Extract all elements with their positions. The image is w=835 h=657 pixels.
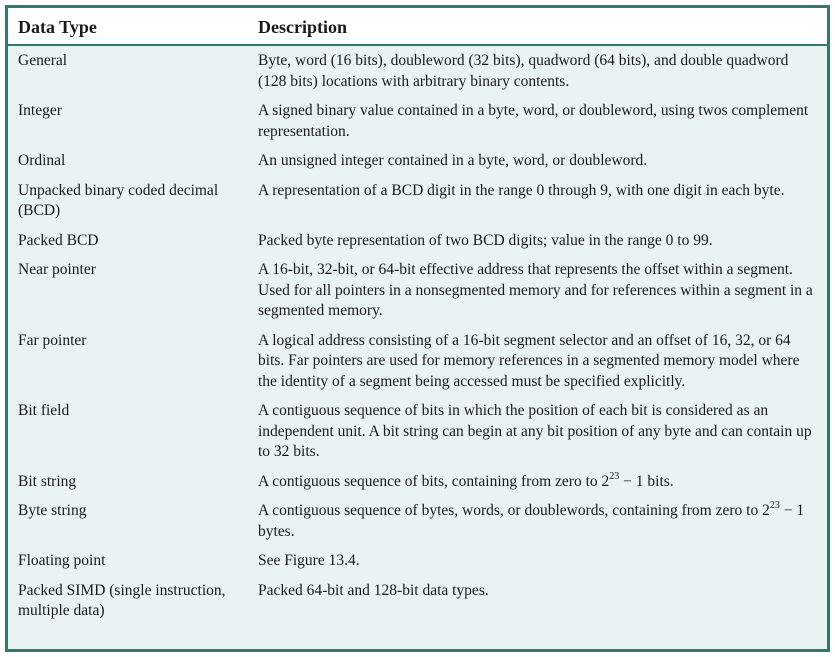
data-types-table: [8, 8, 827, 626]
data-type-cell: Ordinal: [18, 152, 66, 169]
description-cell: [248, 467, 827, 497]
description-cell: A 16-bit, 32-bit, or 64-bit effective address that represents the offset within a segment. Used for all pointers in a nonsegmented memory and for references within a segment in a segmented memory.: [258, 261, 813, 319]
table-row: [8, 146, 827, 176]
table-header: [8, 8, 827, 45]
description-text: A contiguous sequence of bits, containing from zero to 2: [258, 472, 610, 490]
description-cell: A logical address consisting of a 16-bit segment selector and an offset of 16, 32, or 64 bits. Far pointers are used for memory references in a segmented memory model where the identity of a segment being accessed must be specified explicitly.: [258, 331, 800, 390]
table-row: [8, 576, 827, 626]
description-cell: See Figure 13.4.: [258, 552, 360, 569]
table-row: [8, 326, 827, 397]
data-type-cell: Integer: [18, 102, 62, 119]
data-type-cell: Near pointer: [18, 261, 96, 278]
exponent: 23: [769, 500, 780, 511]
data-type-cell: Far pointer: [18, 331, 87, 349]
table-row: [8, 96, 827, 146]
data-type-cell: Bit string: [18, 472, 77, 490]
description-cell: An unsigned integer contained in a byte, word, or doubleword.: [258, 152, 648, 169]
table-row: [8, 45, 827, 96]
table-row: [8, 546, 827, 576]
table-row: [8, 226, 827, 256]
table-row: [8, 467, 827, 497]
data-type-cell: Bit field: [18, 402, 70, 419]
data-type-cell: Unpacked binary coded decimal (BCD): [18, 181, 219, 219]
data-types-table-frame: [5, 5, 830, 652]
description-cell: A representation of a BCD digit in the range 0 through 9, with one digit in each byte.: [258, 181, 785, 199]
description-text: − 1 bytes.: [258, 502, 805, 540]
description-cell: Packed byte representation of two BCD digits; value in the range 0 to 99.: [258, 231, 713, 249]
data-type-cell: Packed BCD: [18, 231, 99, 249]
header-data-type: Data Type: [18, 16, 97, 37]
description-text: − 1 bits.: [619, 472, 674, 490]
table-row: [8, 496, 827, 546]
header-description: Description: [258, 16, 347, 37]
data-type-cell: General: [18, 52, 68, 69]
data-type-cell: Byte string: [18, 502, 87, 519]
table-body: [8, 45, 827, 626]
table-row: [8, 176, 827, 226]
description-cell: A contiguous sequence of bits in which the position of each bit is considered as an independent unit. A bit string can begin at any bit position of any byte and can contain up to 32 bits.: [258, 402, 812, 460]
data-type-cell: Floating point: [18, 552, 106, 569]
table-row: [8, 396, 827, 467]
description-cell: Packed 64-bit and 128-bit data types.: [258, 581, 489, 599]
description-cell: A signed binary value contained in a byte, word, or doubleword, using twos complement representation.: [258, 102, 809, 140]
table-row: [8, 255, 827, 326]
description-text: A contiguous sequence of bytes, words, or doublewords, containing from zero to 2: [258, 502, 770, 519]
data-type-cell: Packed SIMD (single instruction, multiple data): [18, 581, 226, 619]
description-cell: Byte, word (16 bits), doubleword (32 bits), quadword (64 bits), and double quadword (128 bits) locations with arbitrary binary contents.: [258, 52, 789, 90]
exponent: 23: [609, 470, 620, 482]
description-cell: [248, 496, 827, 546]
header-row: [8, 8, 827, 45]
